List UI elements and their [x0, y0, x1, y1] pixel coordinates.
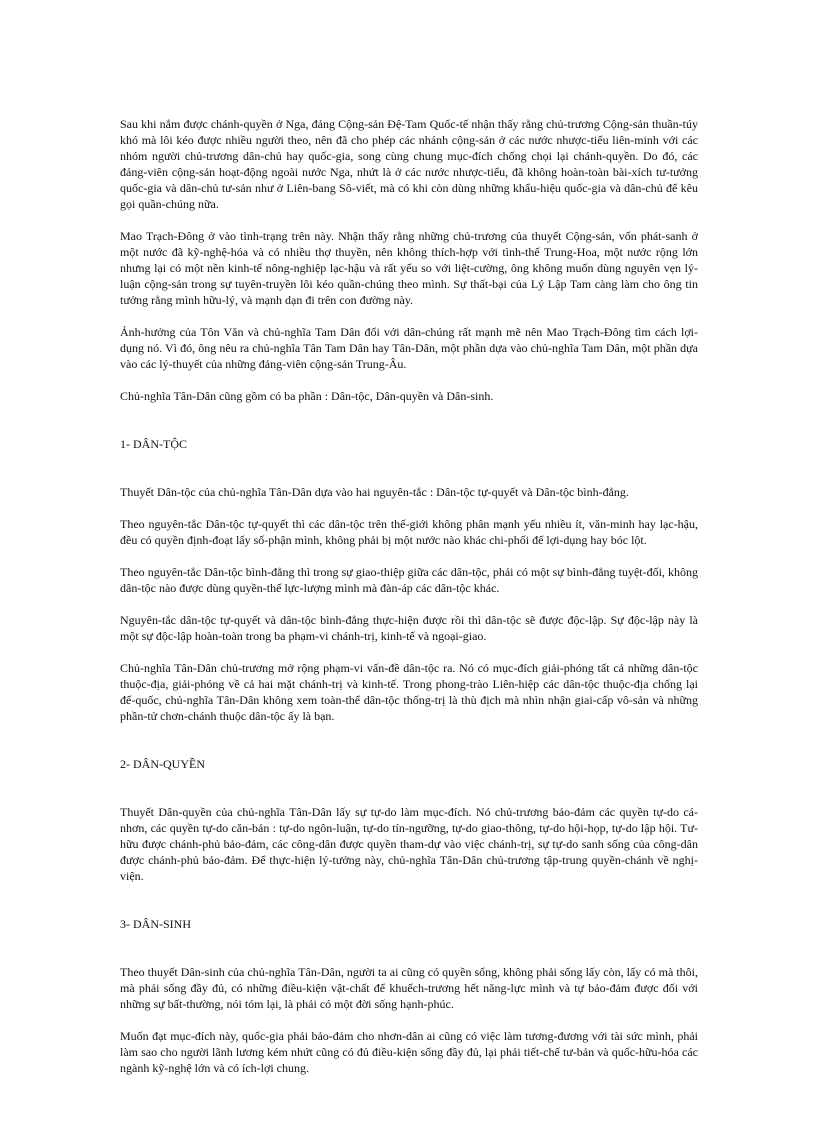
- dan-toc-paragraph-2: Theo nguyên-tắc Dân-tộc tự-quyết thì các dân-tộc trên thế-giới không phân mạnh yếu nhiều ít, văn-minh hay lạc-hậu, đều có quyền định-đoạt lấy số-phận mình, không phải bị một nước nào khác chi-phối để lợi-dụng hay bóc lột.: [120, 517, 698, 547]
- dan-quyen-paragraph-1: Thuyết Dân-quyền của chủ-nghĩa Tân-Dân lấy sự tự-do làm mục-đích. Nó chủ-trương bảo-đảm các quyền tự-do cá-nhơn, các quyền tự-do căn-bản : tự-do ngôn-luận, tự-do tín-ngưỡng, tự-do giao-thông, tự-do hội-họp, tự-do lập hội. Tư-hữu được chánh-phủ bảo-đảm, các công-dân được quyền tham-dự vào việc chánh-trị, sự tự-do sanh sống của công-dân được chánh-phủ bảo-đảm. Để thực-hiện lý-tưởng này, chủ-nghĩa Tân-Dân chủ-trương tập-trung quyền-chánh về nghị-viện.: [120, 805, 698, 883]
- intro-paragraph-4: Chủ-nghĩa Tân-Dân cũng gồm có ba phần : Dân-tộc, Dân-quyền và Dân-sinh.: [120, 389, 494, 403]
- dan-sinh-paragraph-2: Muốn đạt mục-đích này, quốc-gia phải bảo-đảm cho nhơn-dân ai cũng có việc làm tương-đương với tài sức mình, phải làm sao cho người lãnh lương kém nhứt cũng có đủ điều-kiện sống đầy đủ, lại phải tiết-chế tư-bản và quốc-hữu-hóa các ngành kỹ-nghệ lớn và có ích-lợi chung.: [120, 1029, 698, 1075]
- intro-paragraph-1: Sau khi nắm được chánh-quyền ở Nga, đảng Cộng-sản Đệ-Tam Quốc-tế nhận thấy rằng chủ-trương Cộng-sản thuần-túy khó mà lôi kéo được nhiều người theo, nên đã cho phép các nhánh cộng-sản ở các nước nhược-tiểu liên-minh với các nhóm người chủ-trương dân-chủ hay quốc-gia, song cùng chung mục-đích chống chọi lại chánh-quyền. Do đó, các đảng-viên cộng-sản hoạt-động ngoài nước Nga, nhứt là ở các nước nhược-tiểu, đã không hoàn-toàn bài-xích tư-tưởng quốc-gia và dân-chủ tư-sản như ở Liên-bang Sô-viết, mà có khi còn dùng những khẩu-hiệu quốc-gia và dân-chủ để kêu gọi quần-chúng nữa.: [120, 117, 698, 211]
- document-page: [120, 116, 698, 1076]
- section-heading-dan-quyen: 2- DÂN-QUYỀN: [120, 757, 205, 771]
- section-heading-dan-sinh: 3- DÂN-SINH: [120, 917, 191, 931]
- dan-toc-paragraph-5: Chủ-nghĩa Tân-Dân chủ-trương mở rộng phạm-vi vấn-đề dân-tộc ra. Nó có mục-đích giải-phóng tất cả những dân-tộc thuộc-địa, giải-phóng về cả hai mặt chánh-trị và kinh-tế. Trong phong-trào Liên-hiệp các dân-tộc thuộc-địa chống lại đế-quốc, chủ-nghĩa Tân-Dân không xem toàn-thể dân-tộc thống-trị là thù địch mà nhìn nhận giai-cấp vô-sản và những phần-tử chơn-chánh thuộc dân-tộc ấy là bạn.: [120, 661, 698, 723]
- intro-paragraph-3: Ảnh-hưởng của Tôn Văn và chủ-nghĩa Tam Dân đối với dân-chúng rất mạnh mẽ nên Mao Trạch-Đông tìm cách lợi-dụng nó. Vì đó, ông nêu ra chủ-nghĩa Tân Tam Dân hay Tân-Dân, một phần dựa vào chủ-nghĩa Tam Dân, một phần dựa vào các lý-thuyết của những đảng-viên cộng-sản Trung-Âu.: [120, 325, 698, 371]
- section-heading-dan-toc: 1- DÂN-TỘC: [120, 437, 187, 451]
- intro-paragraph-2: Mao Trạch-Đông ở vào tình-trạng trên này. Nhận thấy rằng những chủ-trương của thuyết Cộng-sản, vốn phát-sanh ở một nước đã kỹ-nghệ-hóa và có nhiều thợ thuyền, nên không thích-hợp với tình-thế Trung-Hoa, một nước rộng lớn nhưng lại có một nền kinh-tế nông-nghiệp lạc-hậu và rất yếu so với liệt-cường, ông không muốn dùng nguyên vẹn lý-luận cộng-sản trong sự tuyên-truyền lôi kéo quần-chúng theo mình. Sự thất-bại của Lý Lập Tam càng làm cho ông tin tưởng rằng mình hữu-lý, và mạnh dạn đi trên con đường này.: [120, 229, 698, 307]
- dan-toc-paragraph-3: Theo nguyên-tắc Dân-tộc bình-đẳng thì trong sự giao-thiệp giữa các dân-tộc, phải có một sự bình-đẳng tuyệt-đối, không dân-tộc nào được dùng quyền-thế lực-lượng mình mà đàn-áp các dân-tộc khác.: [120, 565, 698, 595]
- dan-toc-paragraph-1: Thuyết Dân-tộc của chủ-nghĩa Tân-Dân dựa vào hai nguyên-tắc : Dân-tộc tự-quyết và Dân-tộc bình-đẳng.: [120, 485, 629, 499]
- dan-toc-paragraph-4: Nguyên-tắc dân-tộc tự-quyết và dân-tộc bình-đẳng thực-hiện được rồi thì dân-tộc sẽ được độc-lập. Sự độc-lập này là một sự độc-lập hoàn-toàn trong ba phạm-vi chánh-trị, kinh-tế và ngoại-giao.: [120, 613, 698, 643]
- dan-sinh-paragraph-1: Theo thuyết Dân-sinh của chủ-nghĩa Tân-Dân, người ta ai cũng có quyền sống, không phải sống lấy còn, lấy có mà thôi, mà phải sống đầy đủ, có những điều-kiện vật-chất để khuếch-trương hết năng-lực mình và tự bảo-đảm được đối với những sự bất-thường, nói tóm lại, là phải có một đời sống hạnh-phúc.: [120, 965, 698, 1011]
